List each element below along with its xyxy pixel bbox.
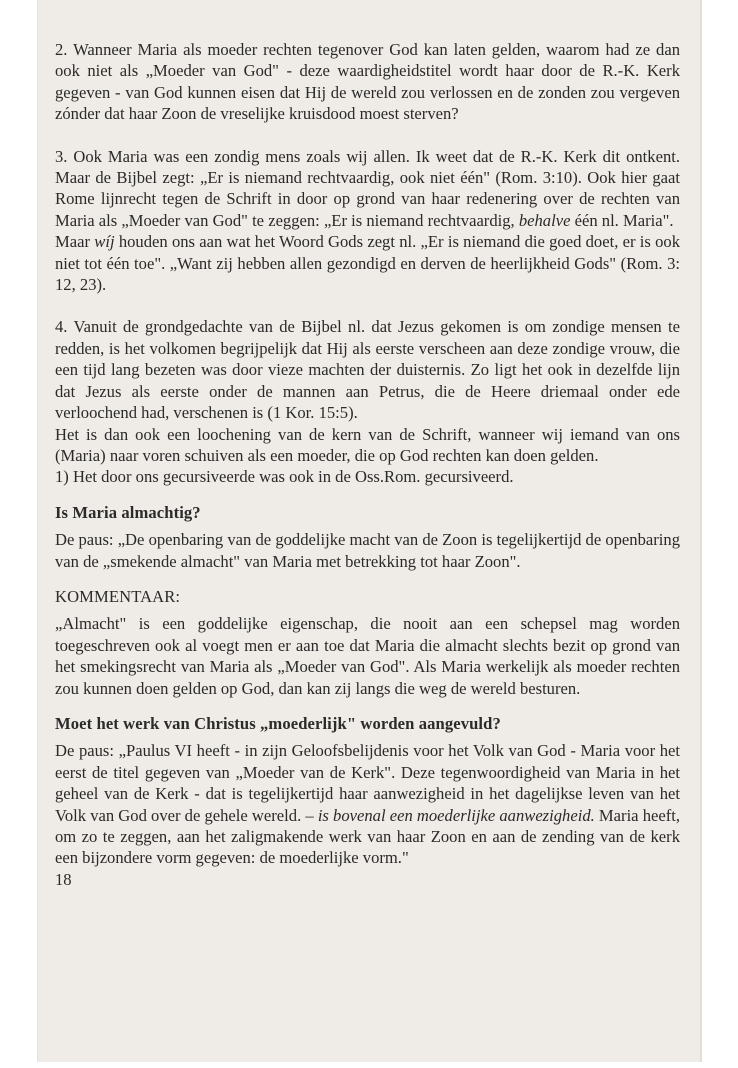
kommentaar-text: „Almacht" is een goddelijke eigenschap, die nooit aan een schepsel mag worden toegeschreven ook al voegt men er aan toe dat Maria die almacht slechts bezit op grond van het smekingsrecht van Maria als „Moeder van God". Als Maria werkelijk als moeder rechten zou kunnen doen gelden op God, dan kan zij langs die weg de wereld besturen. bbox=[55, 614, 680, 698]
page-content bbox=[55, 39, 680, 890]
paragraph-3 bbox=[55, 146, 680, 232]
book-page bbox=[37, 0, 702, 1062]
paragraph-3b-text: Maar bbox=[55, 232, 95, 252]
paragraph-2: 2. Wanneer Maria als moeder rechten tegenover God kan laten gelden, waarom had ze dan ook niet als „Moeder van God" - deze waardigheidstitel wordt haar door de R.-K. Kerk gegeven - van God kunnen eisen dat Hij de wereld zou verlossen en de zonden zou vergeven zónder dat haar Zoon de vreselijke kruisdood moest sterven? bbox=[55, 40, 680, 124]
paragraph-3-text-end: één nl. Maria". bbox=[570, 210, 674, 230]
paragraph-4: 4. Vanuit de grondgedachte van de Bijbel nl. dat Jezus gekomen is om zondige mensen te redden, is het volkomen begrijpelijk dat Hij als eerste verscheen aan deze zondige vrouw, die een tijd lang bezeten was door vieze machten der duisternis. Zo ligt het ook in dezelfde lijn dat Jezus als eerste onder de mannen aan Petrus, die de Heere driemaal onder ede verloochend had, verschenen is (1 Kor. 15:5). bbox=[55, 317, 680, 423]
paus-quote-kerk bbox=[55, 740, 680, 868]
paragraph-4b: Het is dan ook een loochening van de kern van de Schrift, wanneer wij iemand van ons (Maria) naar voren schuiven als een moeder, die op God rechten kan doen gelden. bbox=[55, 424, 680, 465]
paragraph-3b bbox=[55, 231, 680, 295]
spacer bbox=[55, 699, 680, 713]
paus-quote-almacht: De paus: „De openbaring van de goddelijke macht van de Zoon is tegelijkertijd de openbaring van de „smekende almacht" van Maria met betrekking tot haar Zoon". bbox=[55, 530, 680, 571]
paragraph-3-text: 3. Ook Maria was een zondig mens zoals wij allen. Ik weet dat de R.-K. Kerk dit ontkent. Maar de Bijbel zegt: „Er is niemand rechtvaardig, ook niet één" (Rom. 3:10). Ook hier gaat Rome lijnrecht tegen de Schrift in door op grond van haar redenering over de rechten van Maria als „Moeder van God" te zeggen: „Er is niemand rechtvaardig, bbox=[55, 146, 680, 230]
section-heading-almachtig: Is Maria almachtig? bbox=[55, 502, 201, 522]
paus-quote-kerk-text: De paus: „Paulus VI heeft - in zijn Geloofsbelijdenis voor het Volk van God - Maria voor het eerst de titel gegeven van „Moeder van de Kerk". Deze tegenwoordigheid van Maria in het geheel van de Kerk - dat is tegelijkertijd haar aanwezigheid in het dagelijkse leven van het Volk van God over de gehele wereld. bbox=[55, 741, 680, 825]
paus-quote-kerk-italic: – is bovenal een moederlijke aanwezigheid. bbox=[305, 805, 595, 825]
paragraph-3-italic: behalve bbox=[518, 210, 571, 230]
paragraph-3b-italic: wíj bbox=[94, 232, 115, 252]
section-heading-moederlijk: Moet het werk van Christus „moederlijk" worden aangevuld? bbox=[55, 713, 501, 733]
page-number: 18 bbox=[55, 869, 72, 889]
spacer bbox=[55, 125, 680, 146]
footnote: 1) Het door ons gecursiveerde was ook in de Oss.Rom. gecursiveerd. bbox=[55, 467, 514, 487]
paragraph-3b-text-end: houden ons aan wat het Woord Gods zegt nl. „Er is niemand die goed doet, er is ook niet tot één toe". „Want zij hebben allen gezondigd en derven de heerlijkheid Gods" (Rom. 3: 12, 23). bbox=[55, 232, 680, 295]
spacer bbox=[55, 572, 680, 586]
spacer bbox=[55, 295, 680, 316]
spacer bbox=[55, 488, 680, 502]
paus-quote-kerk-text-end: Maria heeft, om zo te zeggen, aan het zaligmakende werk van haar Zoon en aan de zending van de kerk een bijzondere vorm gegeven: de moederlijke vorm." bbox=[55, 805, 681, 868]
section-heading-kommentaar: KOMMENTAAR: bbox=[55, 586, 181, 606]
